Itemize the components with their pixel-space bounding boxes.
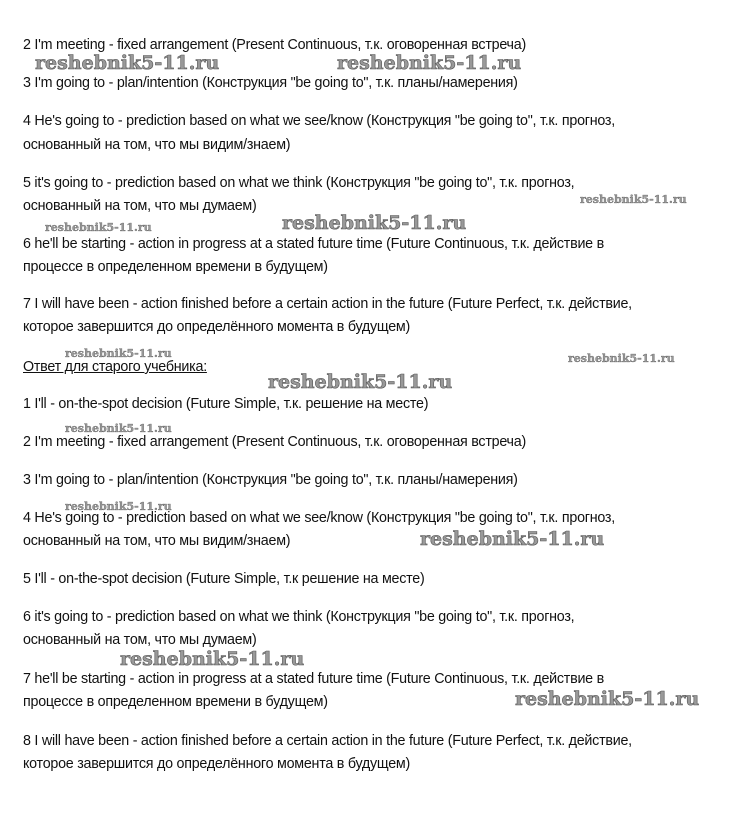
answer-line: 4 He's going to - prediction based on what we see/know (Конструкция "be going to", т.к. прогноз, [23, 510, 615, 526]
answer-line: основанный на том, что мы думаем) [23, 198, 257, 214]
watermark: reshebnik5-11.ru [268, 371, 453, 393]
answer-line: 7 he'll be starting - action in progress at a stated future time (Future Continuous, т.к. действие в [23, 671, 604, 687]
answer-line: 2 I'm meeting - fixed arrangement (Present Continuous, т.к. оговоренная встреча) [23, 434, 526, 450]
answer-line: 6 he'll be starting - action in progress at a stated future time (Future Continuous, т.к. действие в [23, 236, 604, 252]
answer-line: основанный на том, что мы думаем) [23, 632, 257, 648]
answer-line: процессе в определенном времени в будущем) [23, 694, 328, 710]
watermark: reshebnik5-11.ru [45, 221, 152, 234]
answer-line: 5 it's going to - prediction based on what we think (Конструкция "be going to", т.к. прогноз, [23, 175, 575, 191]
watermark: reshebnik5-11.ru [568, 352, 675, 365]
watermark: reshebnik5-11.ru [282, 212, 467, 234]
watermark: reshebnik5-11.ru [515, 688, 700, 710]
answer-line: 1 I'll - on-the-spot decision (Future Simple, т.к. решение на месте) [23, 396, 429, 412]
watermark: reshebnik5-11.ru [337, 52, 522, 74]
answer-line: 5 I'll - on-the-spot decision (Future Simple, т.к решение на месте) [23, 571, 425, 587]
answer-line: процессе в определенном времени в будущем) [23, 259, 328, 275]
watermark: reshebnik5-11.ru [65, 500, 172, 513]
answer-line: которое завершится до определённого момента в будущем) [23, 756, 411, 772]
watermark: reshebnik5-11.ru [65, 422, 172, 435]
answer-line: основанный на том, что мы видим/знаем) [23, 137, 291, 153]
answer-line: которое завершится до определённого момента в будущем) [23, 319, 411, 335]
watermark: reshebnik5-11.ru [580, 193, 687, 206]
watermark: reshebnik5-11.ru [420, 528, 605, 550]
answer-line: 4 He's going to - prediction based on what we see/know (Конструкция "be going to", т.к. прогноз, [23, 113, 615, 129]
answer-line: 8 I will have been - action finished before a certain action in the future (Future Perfect, т.к. действие, [23, 733, 632, 749]
answer-line: 2 I'm meeting - fixed arrangement (Present Continuous, т.к. оговоренная встреча) [23, 37, 526, 53]
watermark: reshebnik5-11.ru [35, 52, 220, 74]
old-book-heading: Ответ для старого учебника: [23, 359, 207, 375]
watermark: reshebnik5-11.ru [120, 648, 305, 670]
answer-line: 3 I'm going to - plan/intention (Конструкция "be going to", т.к. планы/намерения) [23, 472, 518, 488]
answer-line: основанный на том, что мы видим/знаем) [23, 533, 291, 549]
answer-line: 6 it's going to - prediction based on what we think (Конструкция "be going to", т.к. прогноз, [23, 609, 575, 625]
answer-line: 3 I'm going to - plan/intention (Конструкция "be going to", т.к. планы/намерения) [23, 75, 518, 91]
answer-line: 7 I will have been - action finished before a certain action in the future (Future Perfect, т.к. действие, [23, 296, 632, 312]
watermark: reshebnik5-11.ru [65, 347, 172, 360]
